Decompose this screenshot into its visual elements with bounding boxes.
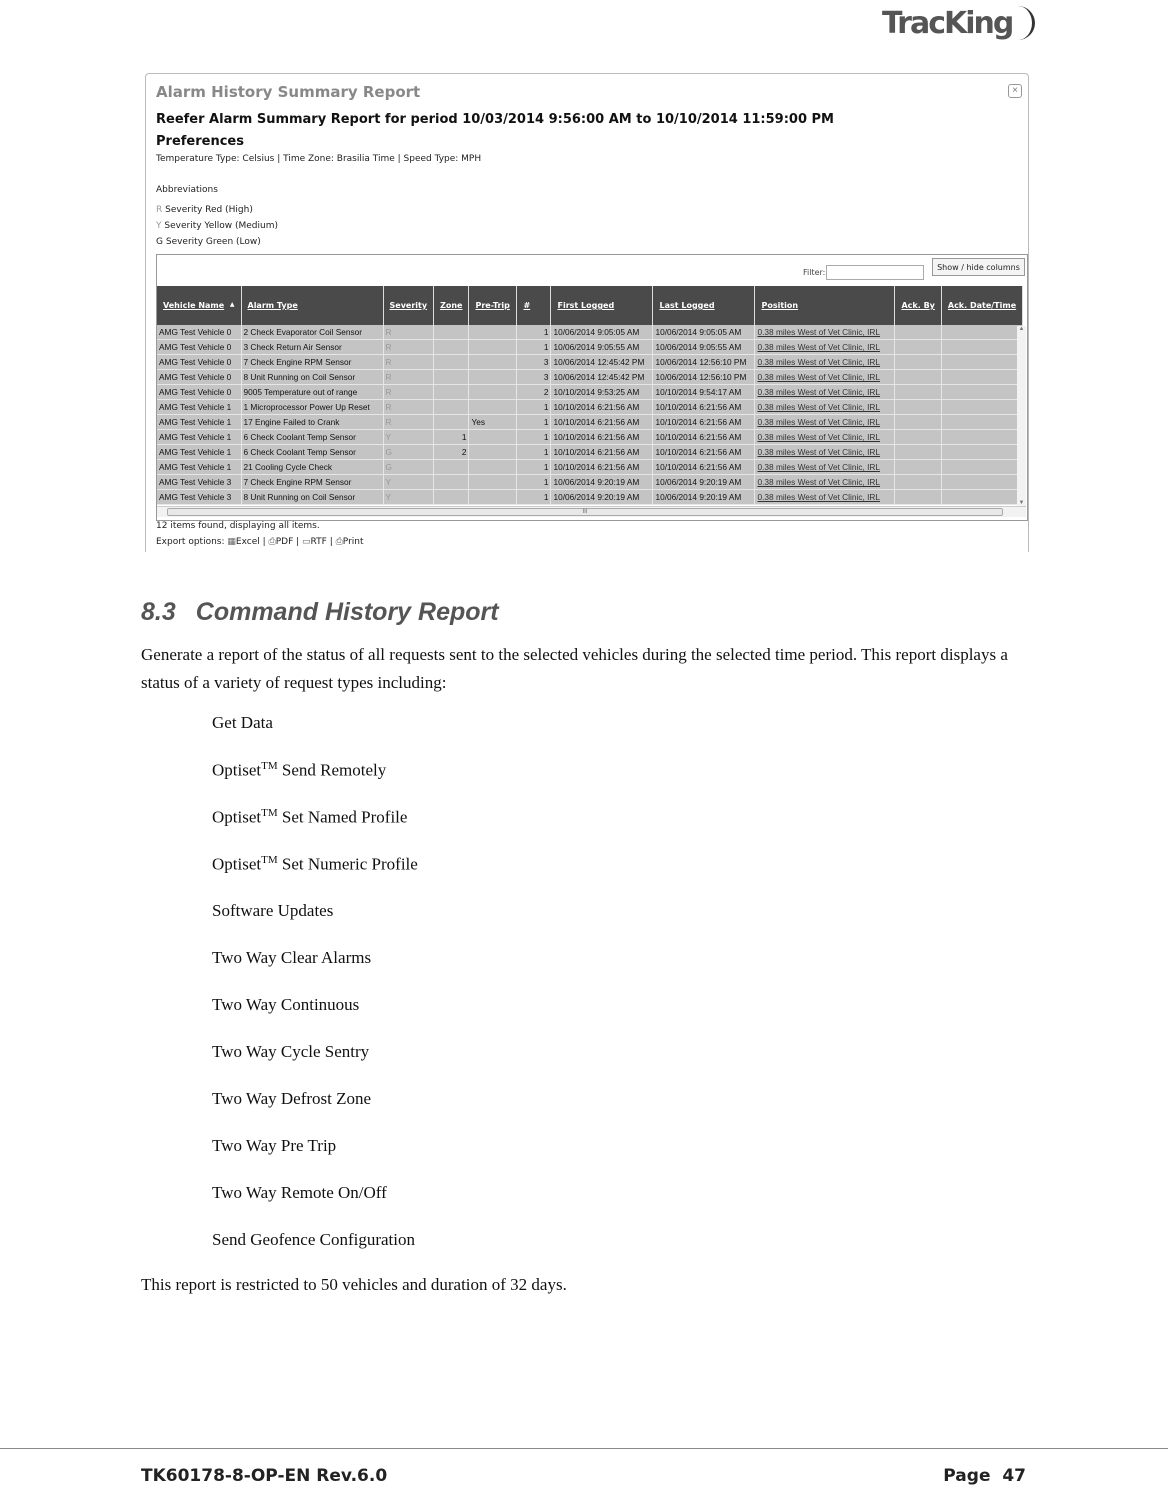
table-cell: AMG Test Vehicle 0 bbox=[157, 340, 241, 355]
table-cell bbox=[941, 445, 1022, 460]
table-cell bbox=[941, 355, 1022, 370]
column-header[interactable]: Vehicle Name ▲ bbox=[157, 286, 241, 325]
abbreviation-text: Severity Red (High) bbox=[165, 205, 253, 215]
abbreviation-text: Severity Green (Low) bbox=[165, 237, 261, 247]
table-cell bbox=[895, 445, 941, 460]
table-cell: 10/10/2014 6:21:56 AM bbox=[551, 400, 653, 415]
vertical-scrollbar[interactable]: ▲ ▼ bbox=[1018, 326, 1025, 506]
table-cell bbox=[895, 355, 941, 370]
table-cell: 1 bbox=[434, 430, 469, 445]
table-cell: 3 Check Return Air Sensor bbox=[241, 340, 383, 355]
table-cell: 10/10/2014 9:53:25 AM bbox=[551, 385, 653, 400]
table-cell: 2 bbox=[517, 385, 551, 400]
table-cell bbox=[434, 340, 469, 355]
report-subtitle: Reefer Alarm Summary Report for period 10/03/2014 9:56:00 AM to 10/10/2014 11:59:00 PM bbox=[156, 112, 834, 127]
column-header[interactable]: Position bbox=[755, 286, 895, 325]
table-cell: R bbox=[383, 400, 434, 415]
table-cell: R bbox=[383, 370, 434, 385]
report-screenshot bbox=[145, 73, 1029, 552]
preferences-text: Temperature Type: Celsius | Time Zone: Brasilia Time | Speed Type: MPH bbox=[156, 154, 482, 164]
position-link[interactable]: 0.38 miles West of Vet Clinic, IRL bbox=[755, 490, 895, 505]
request-type-item: Two Way Pre Trip bbox=[212, 1136, 337, 1155]
table-row bbox=[157, 355, 1023, 370]
table-row bbox=[157, 400, 1023, 415]
table-cell: 1 bbox=[517, 400, 551, 415]
table-cell bbox=[469, 355, 517, 370]
document-id: TK60178-8-OP-EN Rev.6.0 bbox=[141, 1466, 388, 1486]
abbreviation-code: Y bbox=[156, 221, 162, 231]
page-number: Page 47 bbox=[943, 1466, 1026, 1486]
table-cell: 1 bbox=[517, 490, 551, 505]
table-cell: R bbox=[383, 325, 434, 340]
table-cell bbox=[895, 430, 941, 445]
position-link[interactable]: 0.38 miles West of Vet Clinic, IRL bbox=[755, 340, 895, 355]
rtf-icon: ▭ bbox=[302, 537, 311, 547]
table-cell: 10/06/2014 9:20:19 AM bbox=[653, 490, 755, 505]
table-cell: 10/10/2014 6:21:56 AM bbox=[653, 460, 755, 475]
table-cell: 2 bbox=[434, 445, 469, 460]
table-cell: AMG Test Vehicle 0 bbox=[157, 355, 241, 370]
request-type-item: Get Data bbox=[212, 713, 273, 732]
export-print-link[interactable]: Print bbox=[342, 537, 364, 547]
table-cell: 1 bbox=[517, 445, 551, 460]
table-cell: AMG Test Vehicle 1 bbox=[157, 460, 241, 475]
request-type-item: Software Updates bbox=[212, 901, 334, 920]
abbreviation-code: G bbox=[156, 237, 163, 247]
table-cell: 10/10/2014 6:21:56 AM bbox=[551, 460, 653, 475]
tracking-logo: TracKing bbox=[882, 6, 1012, 41]
table-cell: R bbox=[383, 340, 434, 355]
table-cell: Yes bbox=[469, 415, 517, 430]
table-cell: 10/10/2014 6:21:56 AM bbox=[551, 430, 653, 445]
sort-asc-icon: ▲ bbox=[229, 301, 235, 308]
table-cell bbox=[469, 445, 517, 460]
table-row bbox=[157, 445, 1023, 460]
table-cell: 10/06/2014 9:20:19 AM bbox=[551, 490, 653, 505]
table-cell: 10/06/2014 12:56:10 PM bbox=[653, 355, 755, 370]
position-link[interactable]: 0.38 miles West of Vet Clinic, IRL bbox=[755, 385, 895, 400]
table-cell: 10/10/2014 6:21:56 AM bbox=[653, 430, 755, 445]
table-row bbox=[157, 370, 1023, 385]
section-heading: 8.3 Command History Report bbox=[141, 598, 499, 626]
table-cell: 2 Check Evaporator Coil Sensor bbox=[241, 325, 383, 340]
table-cell bbox=[434, 370, 469, 385]
abbreviation-code: R bbox=[156, 205, 163, 215]
table-cell: AMG Test Vehicle 0 bbox=[157, 370, 241, 385]
abbreviations-heading: Abbreviations bbox=[156, 185, 218, 195]
table-cell: 10/06/2014 9:05:05 AM bbox=[653, 325, 755, 340]
column-header[interactable]: Last Logged bbox=[653, 286, 755, 325]
table-cell bbox=[469, 370, 517, 385]
table-cell: 6 Check Coolant Temp Sensor bbox=[241, 430, 383, 445]
position-link[interactable]: 0.38 miles West of Vet Clinic, IRL bbox=[755, 475, 895, 490]
table-cell: 21 Cooling Cycle Check bbox=[241, 460, 383, 475]
table-cell bbox=[895, 340, 941, 355]
position-link[interactable]: 0.38 miles West of Vet Clinic, IRL bbox=[755, 460, 895, 475]
table-row bbox=[157, 430, 1023, 445]
table-cell: 10/10/2014 9:54:17 AM bbox=[653, 385, 755, 400]
column-header[interactable]: Severity bbox=[383, 286, 434, 325]
position-link[interactable]: 0.38 miles West of Vet Clinic, IRL bbox=[755, 415, 895, 430]
table-cell: 10/06/2014 9:05:05 AM bbox=[551, 325, 653, 340]
filter-group: Filter: bbox=[803, 265, 924, 280]
table-row bbox=[157, 460, 1023, 475]
table-cell: AMG Test Vehicle 0 bbox=[157, 325, 241, 340]
table-cell: 10/06/2014 9:05:55 AM bbox=[653, 340, 755, 355]
table-cell: R bbox=[383, 355, 434, 370]
table-cell bbox=[469, 475, 517, 490]
table-cell bbox=[469, 385, 517, 400]
table-cell: 1 bbox=[517, 475, 551, 490]
table-cell bbox=[434, 490, 469, 505]
table-cell bbox=[895, 475, 941, 490]
close-icon[interactable]: × bbox=[1008, 84, 1022, 98]
table-cell bbox=[469, 400, 517, 415]
export-pdf-link[interactable]: PDF bbox=[275, 537, 294, 547]
table-cell: 8 Unit Running on Coil Sensor bbox=[241, 490, 383, 505]
request-type-item: Two Way Cycle Sentry bbox=[212, 1042, 370, 1061]
request-type-item: Optiset™ Set Numeric Profile bbox=[212, 854, 418, 874]
table-cell bbox=[941, 385, 1022, 400]
table-cell: 3 bbox=[517, 370, 551, 385]
table-cell: 10/10/2014 6:21:56 AM bbox=[551, 445, 653, 460]
column-header[interactable]: Alarm Type bbox=[241, 286, 383, 325]
export-options: Export options: ▦Excel | ⎙PDF | ▭RTF | ⎙Print bbox=[156, 537, 364, 547]
table-cell: AMG Test Vehicle 3 bbox=[157, 490, 241, 505]
table-cell: 6 Check Coolant Temp Sensor bbox=[241, 445, 383, 460]
table-cell bbox=[434, 325, 469, 340]
table-row bbox=[157, 490, 1023, 505]
table-cell bbox=[469, 325, 517, 340]
table-cell bbox=[941, 460, 1022, 475]
position-link[interactable]: 0.38 miles West of Vet Clinic, IRL bbox=[755, 430, 895, 445]
table-cell: 17 Engine Failed to Crank bbox=[241, 415, 383, 430]
abbreviation-text: Severity Yellow (Medium) bbox=[164, 221, 278, 231]
table-cell bbox=[895, 490, 941, 505]
table-row bbox=[157, 340, 1023, 355]
table-cell: 1 Microprocessor Power Up Reset bbox=[241, 400, 383, 415]
alarm-table-container bbox=[156, 254, 1028, 521]
table-cell bbox=[895, 385, 941, 400]
report-window-title: Alarm History Summary Report bbox=[156, 83, 421, 101]
horizontal-scrollbar[interactable] bbox=[157, 506, 1026, 517]
scrollbar-thumb[interactable]: III bbox=[167, 508, 1003, 516]
pdf-icon: ⎙ bbox=[268, 537, 276, 547]
print-icon: ⎙ bbox=[335, 537, 343, 547]
export-rtf-link[interactable]: RTF bbox=[310, 537, 327, 547]
table-cell bbox=[434, 475, 469, 490]
table-cell: AMG Test Vehicle 3 bbox=[157, 475, 241, 490]
abbreviation-item bbox=[156, 221, 278, 231]
table-cell bbox=[941, 340, 1022, 355]
table-cell: 8 Unit Running on Coil Sensor bbox=[241, 370, 383, 385]
table-cell: AMG Test Vehicle 1 bbox=[157, 430, 241, 445]
table-cell: Y bbox=[383, 490, 434, 505]
position-link[interactable]: 0.38 miles West of Vet Clinic, IRL bbox=[755, 355, 895, 370]
table-cell: 10/10/2014 6:21:56 AM bbox=[653, 415, 755, 430]
position-link[interactable]: 0.38 miles West of Vet Clinic, IRL bbox=[755, 370, 895, 385]
table-cell: AMG Test Vehicle 0 bbox=[157, 385, 241, 400]
table-cell bbox=[941, 475, 1022, 490]
table-cell bbox=[469, 460, 517, 475]
table-cell: 1 bbox=[517, 460, 551, 475]
alarm-table bbox=[157, 286, 1023, 505]
position-link[interactable]: 0.38 miles West of Vet Clinic, IRL bbox=[755, 445, 895, 460]
table-cell bbox=[434, 385, 469, 400]
request-type-item: Two Way Clear Alarms bbox=[212, 948, 372, 967]
table-cell: G bbox=[383, 460, 434, 475]
table-cell bbox=[941, 400, 1022, 415]
intro-paragraph: Generate a report of the status of all requests sent to the selected vehicles during the selected time period. This report displays a status of a variety of request types including: bbox=[141, 645, 1008, 692]
table-cell bbox=[895, 370, 941, 385]
table-row bbox=[157, 385, 1023, 400]
table-cell: 1 bbox=[517, 430, 551, 445]
table-cell bbox=[941, 490, 1022, 505]
table-cell: AMG Test Vehicle 1 bbox=[157, 445, 241, 460]
table-cell: 7 Check Engine RPM Sensor bbox=[241, 355, 383, 370]
position-link[interactable]: 0.38 miles West of Vet Clinic, IRL bbox=[755, 325, 895, 340]
position-link[interactable]: 0.38 miles West of Vet Clinic, IRL bbox=[755, 400, 895, 415]
table-cell: 1 bbox=[517, 325, 551, 340]
table-cell: 10/06/2014 12:45:42 PM bbox=[551, 355, 653, 370]
export-excel-link[interactable]: Excel bbox=[235, 537, 260, 547]
table-cell: R bbox=[383, 415, 434, 430]
column-header[interactable]: # bbox=[517, 286, 551, 325]
table-cell: 1 bbox=[517, 340, 551, 355]
table-cell: 3 bbox=[517, 355, 551, 370]
column-header[interactable]: Ack. By bbox=[895, 286, 941, 325]
request-type-item: Send Geofence Configuration bbox=[212, 1230, 415, 1249]
table-cell bbox=[895, 325, 941, 340]
table-cell bbox=[469, 340, 517, 355]
table-cell: 10/06/2014 9:20:19 AM bbox=[551, 475, 653, 490]
table-cell: R bbox=[383, 385, 434, 400]
table-cell bbox=[434, 355, 469, 370]
signal-arc-icon bbox=[1010, 6, 1035, 40]
table-cell: 10/06/2014 12:45:42 PM bbox=[551, 370, 653, 385]
table-cell bbox=[434, 460, 469, 475]
table-cell: Y bbox=[383, 475, 434, 490]
table-cell bbox=[469, 430, 517, 445]
column-header[interactable]: First Logged bbox=[551, 286, 653, 325]
abbreviation-item bbox=[156, 237, 261, 247]
filter-input[interactable] bbox=[826, 265, 924, 280]
table-cell bbox=[434, 400, 469, 415]
table-cell: 10/10/2014 6:21:56 AM bbox=[653, 445, 755, 460]
table-cell: 10/06/2014 12:56:10 PM bbox=[653, 370, 755, 385]
abbreviation-item bbox=[156, 205, 253, 215]
show-hide-columns-button[interactable]: Show / hide columns bbox=[932, 258, 1025, 276]
table-cell bbox=[941, 325, 1022, 340]
table-cell: AMG Test Vehicle 1 bbox=[157, 400, 241, 415]
table-cell bbox=[434, 415, 469, 430]
table-cell: 1 bbox=[517, 415, 551, 430]
table-cell: 10/06/2014 9:20:19 AM bbox=[653, 475, 755, 490]
column-header[interactable]: Ack. Date/Time bbox=[941, 286, 1022, 325]
request-type-item: Two Way Remote On/Off bbox=[212, 1183, 387, 1202]
footer-divider bbox=[0, 1448, 1168, 1449]
column-header[interactable]: Zone bbox=[434, 286, 469, 325]
table-cell: 10/10/2014 6:21:56 AM bbox=[653, 400, 755, 415]
table-cell bbox=[941, 415, 1022, 430]
excel-icon: ▦ bbox=[227, 537, 236, 547]
table-cell: Y bbox=[383, 430, 434, 445]
items-found: 12 items found, displaying all items. bbox=[156, 521, 320, 531]
table-cell: 7 Check Engine RPM Sensor bbox=[241, 475, 383, 490]
request-type-item: Optiset™ Send Remotely bbox=[212, 760, 387, 780]
table-cell bbox=[941, 370, 1022, 385]
table-row bbox=[157, 325, 1023, 340]
table-row bbox=[157, 415, 1023, 430]
table-cell: 9005 Temperature out of range bbox=[241, 385, 383, 400]
table-cell: 10/06/2014 9:05:55 AM bbox=[551, 340, 653, 355]
table-cell bbox=[895, 460, 941, 475]
table-cell bbox=[895, 400, 941, 415]
restriction-note: This report is restricted to 50 vehicles and duration of 32 days. bbox=[141, 1275, 567, 1294]
request-type-item: Optiset™ Set Named Profile bbox=[212, 807, 408, 827]
table-cell bbox=[469, 490, 517, 505]
table-cell bbox=[941, 430, 1022, 445]
request-type-item: Two Way Continuous bbox=[212, 995, 360, 1014]
table-cell bbox=[895, 415, 941, 430]
preferences-heading: Preferences bbox=[156, 134, 244, 149]
table-cell: 10/10/2014 6:21:56 AM bbox=[551, 415, 653, 430]
request-type-item: Two Way Defrost Zone bbox=[212, 1089, 372, 1108]
table-cell: G bbox=[383, 445, 434, 460]
table-cell: AMG Test Vehicle 1 bbox=[157, 415, 241, 430]
column-header[interactable]: Pre-Trip bbox=[469, 286, 517, 325]
table-row bbox=[157, 475, 1023, 490]
